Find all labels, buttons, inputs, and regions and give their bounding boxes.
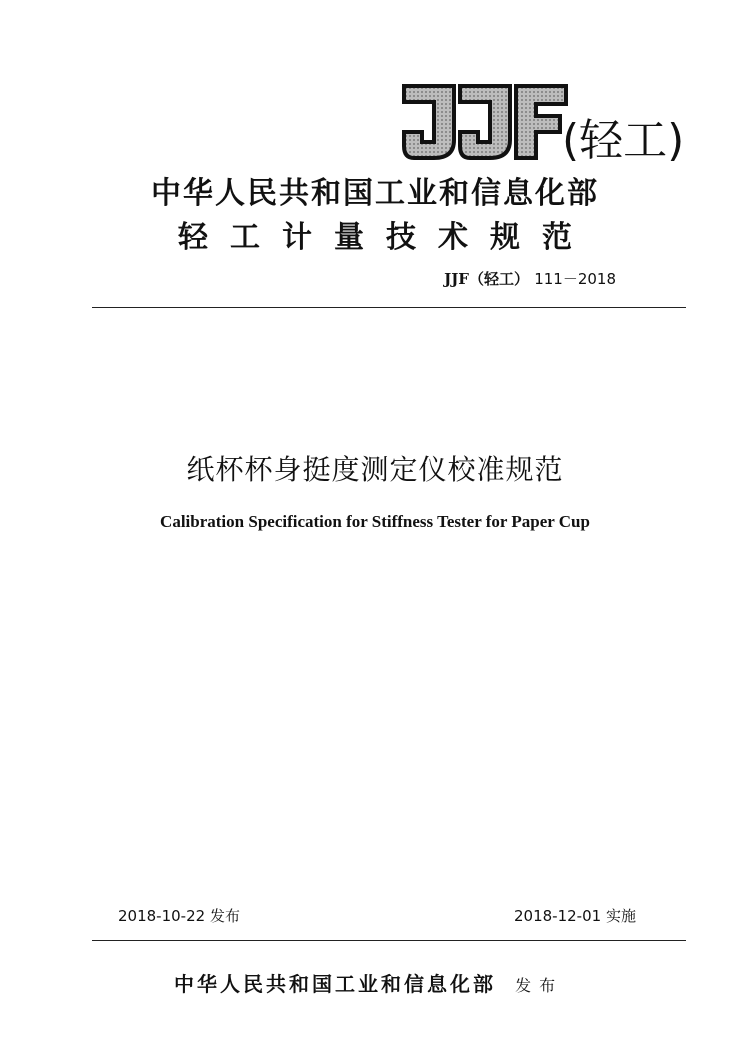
publisher-organization: 中华人民共和国工业和信息化部 — [174, 972, 496, 996]
implementation-date: 2018-12-01 实施 — [514, 907, 636, 925]
document-title-english: Calibration Specification for Stiffness Tester for Paper Cup — [160, 512, 590, 531]
publisher-line — [174, 968, 563, 997]
publisher-action: 发布 — [515, 976, 564, 995]
specification-series: 轻工计量技术规范 — [178, 220, 594, 255]
bottom-divider — [92, 940, 686, 941]
document-number-prefix: JJF（轻工） — [444, 270, 529, 288]
logo-suffix-text: (轻工) — [562, 115, 685, 166]
document-number — [444, 268, 616, 289]
document-number-value: 111－2018 — [534, 270, 616, 288]
document-title-chinese: 纸杯杯身挺度测定仪校准规范 — [186, 453, 564, 486]
top-divider — [92, 307, 686, 308]
issue-date: 2018-10-22 发布 — [118, 907, 240, 925]
jjf-logo-graphic — [400, 82, 570, 162]
jjf-logo — [400, 82, 570, 162]
issuing-organization: 中华人民共和国工业和信息化部 — [151, 176, 599, 211]
